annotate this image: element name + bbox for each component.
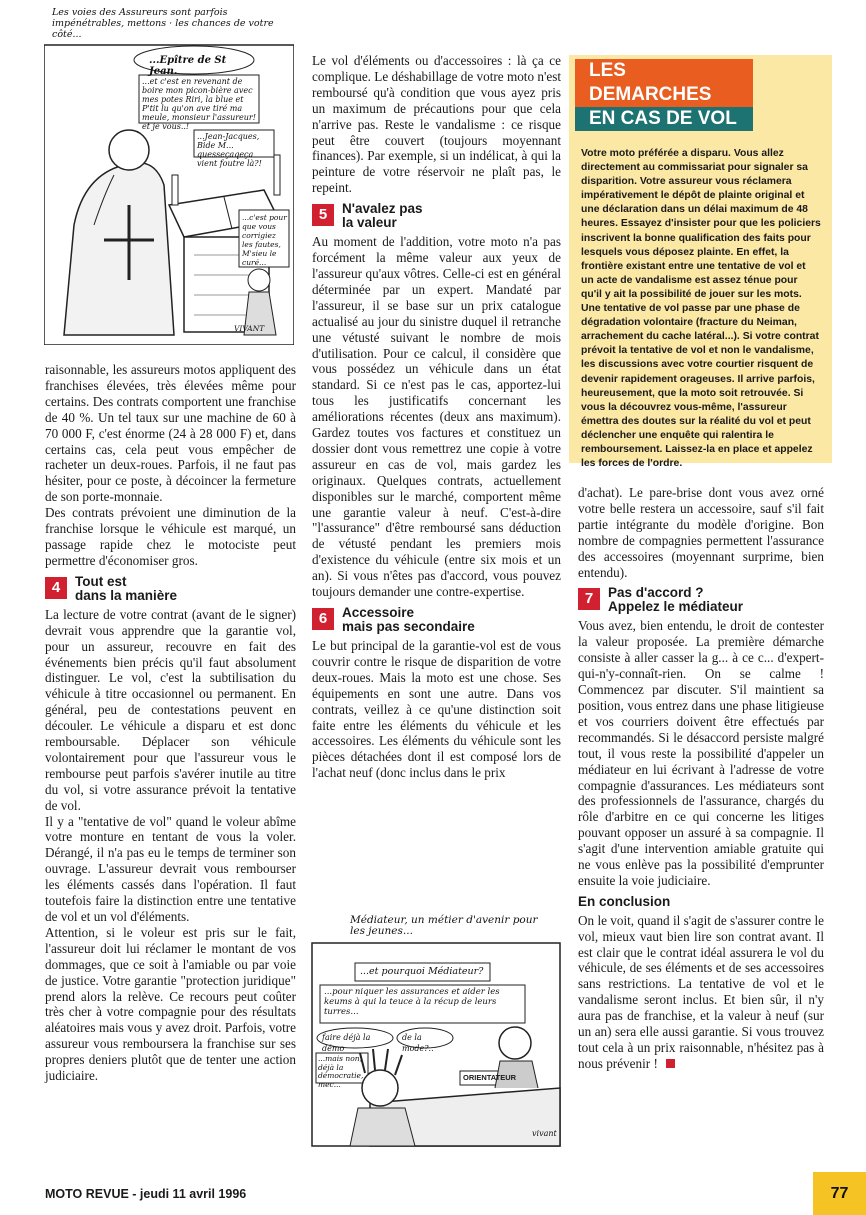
paragraph: La lecture de votre contrat (avant de le signer) devrait vous apprendre que la garantie vol, pour un assureur, recouvre en fait des événements bien précis qu'il faut absolument distinguer. Le vol, c'est la subtilisation du véhicule à titre occasionnel ou permanent. En général, peu de contestations peuvent en découler. Le véhicule a disparu et est donc remboursable. Déplacer son véhicule volontairement pour que l'assureur vous le rembourse peut parfois s'avérer inutile au titre du vol, si votre assurance prévoit la tentative de vol. (45, 606, 296, 813)
cartoon-bubble-2: ...et c'est en revenant de boire mon picon-bière avec mes potes Riri, la blue et P'tit lu qu'on ave tiré ma meule, monsieur l'assureur! et je vous..! (142, 77, 256, 131)
cartoon-illustration (310, 913, 562, 1148)
end-mark-icon (666, 1059, 675, 1068)
section-title: Tout est dans la manière (75, 573, 178, 603)
paragraph: Au moment de l'addition, votre moto n'a pas forcément la même valeur aux yeux de l'assureur qu'aux vôtres. Celle-ci est en général déterminée par un expert. Mandaté par l'assureur, il se base sur un prix catalogue actualisé au jour du sinistre duquel il retranche une vétusté suivant le nombre de mois d'utilisation. Pour ce calcul, il considère que vous possédez un véhicule dans un état standard. Si ce n'est pas le cas, apportez-lui tous les justificatifs concernant les améliorations récentes (deux ans maximum). Gardez toutes vos factures et constituez un dossier dont vous remettrez une copie à votre assureur en cas de vol, mais gardez les originaux. Quelques contrats, actuellement disponibles sur le marché, comportent même une garantie valeur à neuf. C'est-à-dire "l'assurance" d'être remboursé sans déduction de vétusté pendant les premiers mois d'existence du véhicule (entre six mois et un an). Si vous n'êtes pas d'accord, vous pouvez toujours demander une contre-expertise. (312, 234, 561, 600)
cartoon-caption: Les voies des Assureurs sont parfois impénétrables, mettons · les chances de votre côté... (52, 7, 274, 40)
conclusion-heading: En conclusion (578, 893, 671, 909)
section-number: 7 (578, 588, 600, 610)
article-column-1 (45, 362, 296, 1084)
section-number: 5 (312, 204, 334, 226)
paragraph: raisonnable, les assureurs motos appliquent des franchises élevées, très élevées même pour certains. Des contrats comportent une franchise de 40 %. Un tel taux sur une machine de 60 à 70 000 F, c'est énorme (24 à 28 000 F) et, dans certains cas, cela peut vous empêcher de racheter un deux-roues. Parfois, il ne faut pas hésiter, pour ce poste, à décoincer la fermeture de son porte-monnaie. (45, 362, 296, 505)
section-5-heading (312, 202, 561, 230)
section-number: 4 (45, 577, 67, 599)
section-7-heading (578, 586, 824, 614)
paragraph: Il y a "tentative de vol" quand le voleur abîme votre monture en tentant de vous la voler. Dérangé, il n'a pas eu le temps de terminer son ouvrage. L'assureur devrait vous rembourser les éléments cassés dans l'opération. Il faut toutefois faire la distinction entre une tentative de vol et un vol d'éléments. (45, 813, 296, 924)
cartoon-bubble-3: faire déjà la démo (322, 1033, 371, 1053)
section-title: N'avalez pas la valeur (342, 201, 423, 231)
cartoon-bubble-4: de la mode?.. (402, 1033, 434, 1053)
section-title: Accessoire mais pas secondaire (342, 605, 475, 634)
box-title-line-2: EN CAS DE VOL (575, 107, 753, 131)
paragraph: Vous avez, bien entendu, le droit de contester la valeur proposée. La première démarche consiste à aller casser la g... à ce c... d'expert-qui-n'y-connaît-rien. On se calme ! Commencez par discuter. S'il maintient sa position, vous entrez dans une phase litigieuse et vos courriers doivent être effectués par recommandés. Si le désaccord persiste malgré tout, il vous reste la possibilité d'appeler un médiateur en lui écrivant à l'adresse de votre compagnie d'assurances. Les médiateurs sont des professionnels de l'assurance, chargés du rôle d'arbitre en ce qui concerne les litiges pouvant opposer un assuré à sa compagnie. Il s'agit d'une intervention amiable gratuite qui ne vous enlève pas la possibilité d'emprunter ensuite la voie judiciaire. (578, 618, 824, 888)
paragraph: Le but principal de la garantie-vol est de vous couvrir contre le risque de disparition de votre deux-roues. Mais la moto est une chose. Ses équipements en sont une autre. Dans vos contrats, veillez à ce qu'une distinction soit faite entre les éléments du véhicule et les accessoires. Les éléments du véhicule sont les pièces détachées dont il est composé lors de l'achat neuf (donc inclus dans le prix (312, 638, 561, 781)
cartoon-priest-confession (44, 5, 294, 345)
paragraph: Attention, si le voleur est pris sur le fait, l'assureur doit lui réclamer le montant de vos dommages, que ce soit à l'amiable ou par voie de justice. Votre garantie "protection juridique" prend alors la relève. Ce recours peut coûter très cher à votre compagnie pour des résultats aléatoires mais vous y avez droit. Parfois, votre assureur vous remboursera la franchise sur ses propres deniers plutôt que de tenter une action judiciaire. (45, 924, 296, 1084)
paragraph: On le voit, quand il s'agit de s'assurer contre le vol, mieux vaut bien lire son contrat avant. Il est clair que le contrat idéal assurera le vol du véhicule, de ses éléments et de ses accessoires sans restrictions. La tentative de vol et le vandalisme seront inclus. Et bien sûr, il n'y aura pas de franchise, et la valeur à neuf (sur un an) sera elle aussi garantie. Si vous trouvez tout cela à un prix raisonnable, n'hésitez pas à nous prévenir ! (578, 912, 824, 1071)
page-number: 77 (813, 1172, 866, 1215)
desk-sign: ORIENTATEUR (463, 1073, 517, 1082)
article-column-3 (578, 485, 824, 1072)
cartoon-bubble-1: ...et pourquoi Médiateur? (360, 966, 484, 977)
article-column-2 (312, 53, 561, 781)
cartoon-bubble-4: ...c'est pour que vous corrigiez les fautes, M'sieu le curé... (242, 213, 287, 267)
cartoon-signature: VIVANT (234, 324, 265, 333)
cartoon-bubble-5: ...mais non, déjà la démocratie, mec... (318, 1054, 364, 1089)
section-title: Pas d'accord ? Appelez le médiateur (608, 585, 744, 615)
cartoon-bubble-2: ...pour niquer les assurances et aider les keums à qui la teuce à la récup de leurs turres... (324, 987, 500, 1017)
section-6-heading (312, 606, 561, 634)
sidebar-box-theft-steps (569, 55, 832, 470)
box-text: Votre moto préférée a disparu. Vous allez directement au commissariat pour signaler sa disparition. Votre assureur vous réclamera impérativement le dépôt de plainte original et une déclaration dans un délai maximum de 48 heures. Essayez d'insister pour que les policiers inscrivent la bonne qualification des faits pour lesquels vous déposez plainte. En effet, la frontière existant entre une tentative de vol et un acte de vandalisme est assez ténue pour qu'il y ait la possibilité de jouer sur les mots. Une tentative de vol passe par une phase de dégradation volontaire (fracture du Neiman, arrachement du cache latéral...). Si votre contrat prévoit la tentative de vol et non le vandalisme, les discussions avec votre courtier risquent de devenir rapidement orageuses. Il arrive parfois, heureusement, que la moto soit retrouvée. Si vous la découvrez vous-même, l'assureur émettra des doutes sur la réalité du vol et peut déclencher une enquête qui ralentira le remboursement. Laissez-la en place et appelez les forces de l'ordre. (581, 148, 821, 470)
cartoon-mediator (310, 913, 562, 1148)
paragraph: Des contrats prévoient une diminution de la franchise lorsque le véhicule est marqué, un passage rapide chez le motociste peut permettre d'économiser gros. (45, 505, 296, 568)
cartoon-bubble-1: ...Epître de St Jean. (149, 55, 227, 77)
footer-issue: MOTO REVUE - jeudi 11 avril 1996 (45, 1187, 247, 1201)
box-title-line-1: LES DEMARCHES (575, 59, 753, 107)
box-title (575, 59, 753, 131)
section-4-heading (45, 575, 296, 603)
paragraph: d'achat). Le pare-brise dont vous avez orné votre belle restera un accessoire, sauf s'il fait partie intégrante du modèle d'origine. Bon nombre de compagnies permettent l'assurance des accessoires (moyennant surprime, bien entendu). (578, 485, 824, 580)
cartoon-caption: Médiateur, un métier d'avenir pour les jeunes... (350, 914, 538, 937)
cartoon-signature: vivant (532, 1129, 557, 1138)
section-number: 6 (312, 608, 334, 630)
cartoon-bubble-3: ...Jean-Jacques, Bide M... quesseçaqeça vient foutre là?! (197, 132, 262, 168)
paragraph: Le vol d'éléments ou d'accessoires : là ça ce complique. Le déshabillage de votre moto n'est remboursé qu'à condition que vous ayez pris un maximum de précautions pour que cela n'arrive pas. Reste le vandalisme : ce risque peut être couvert (toujours moyennant finances). Par exemple, si un indélicat, à qui la peinture de votre réservoir ne plaît pas, le repeint. (312, 53, 561, 196)
